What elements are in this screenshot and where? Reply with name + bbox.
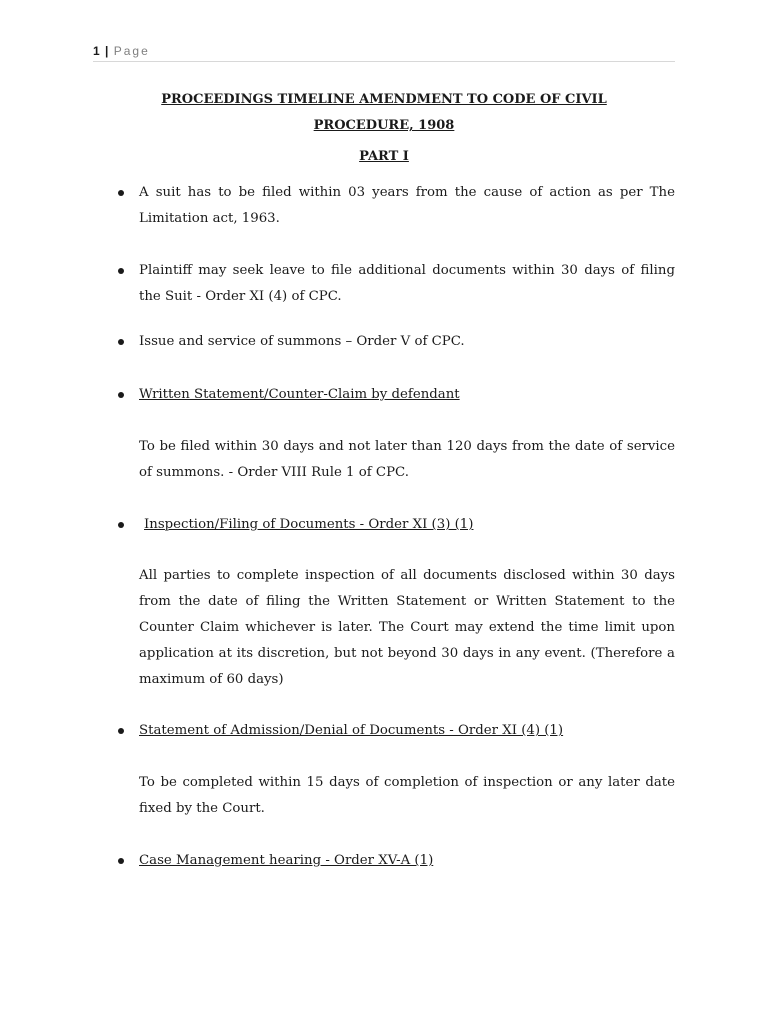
bullet-icon <box>118 190 124 196</box>
list-item-2: Plaintiff may seek leave to file additional documents within 30 days of filing the Suit - Order XI (4) of CPC. <box>139 263 675 304</box>
bullet-icon <box>118 858 124 864</box>
list-item-6-body: To be completed within 15 days of completion of inspection or any later date fixed by the Court. <box>139 775 675 816</box>
page-label: Page <box>113 44 150 58</box>
list-item-1: A suit has to be filed within 03 years from the cause of action as per The Limitation act, 1963. <box>139 185 675 226</box>
page-header <box>93 44 675 62</box>
list-item-7-heading: Case Management hearing - Order XV-A (1) <box>139 853 434 868</box>
title-line-1: PROCEEDINGS TIMELINE AMENDMENT TO CODE OF CIVIL <box>161 92 607 107</box>
title-line-2: PROCEDURE, 1908 <box>313 118 455 133</box>
list-item-5-body: All parties to complete inspection of all documents disclosed within 30 days from the date of filing the Written Statement or Written Statement to the Counter Claim whichever is later. The Court may extend the time limit upon application at its discretion, but not beyond 30 days in any event. (Therefore a maximum of 60 days) <box>139 568 675 687</box>
page-number: 1 <box>93 44 100 58</box>
page-separator: | <box>105 44 109 58</box>
bullet-icon <box>118 728 124 734</box>
list-item-6-heading: Statement of Admission/Denial of Documents - Order XI (4) (1) <box>139 723 564 738</box>
bullet-icon <box>118 392 124 398</box>
list-item-5-heading: Inspection/Filing of Documents - Order XI (3) (1) <box>144 517 474 532</box>
document-title <box>100 87 668 139</box>
part-heading: PART I <box>359 149 409 164</box>
list-item-3: Issue and service of summons – Order V of CPC. <box>139 334 465 349</box>
bullet-icon <box>118 268 124 274</box>
list-item-4-heading: Written Statement/Counter-Claim by defendant <box>139 387 460 402</box>
list-item-4-body: To be filed within 30 days and not later than 120 days from the date of service of summons. - Order VIII Rule 1 of CPC. <box>139 439 675 480</box>
bullet-icon <box>118 339 124 345</box>
bullet-icon <box>118 522 124 528</box>
